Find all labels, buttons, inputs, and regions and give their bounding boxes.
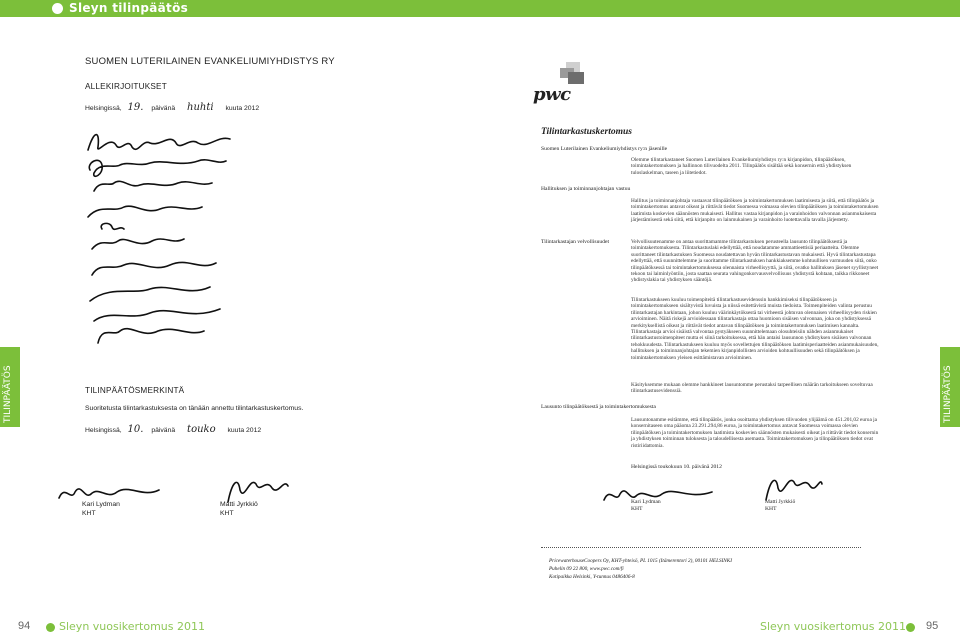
place-line-1: Helsingissä, 19. päivänä huhti kuuta 2012 [85, 102, 260, 113]
auditor-2-block: Matti Jyrkkiö KHT [220, 501, 258, 517]
section-text-duties-2: Tilintarkastukseen kuuluu toimenpiteitä tilintarkastusevidenssin hankkimiseksi tilinpäätökseen ja toimintakertomukseen sisältyvistä luvuista ja niissä esitettävistä muista tiedoista. Toimenpiteiden valinta perustuu tilintarkastajan harkintaan, johon kuuluu väärinkäytöksestä tai virheestä johtuvan olennaisen virheellisyyden riskien arvioiminen. Näitä riskejä arvioidessaan tilintarkastaja ottaa huomioon sisäisen valvonnan, joka on yhdistyksessä merkityksellistä oikeat ja riittävät tiedot antavan tilinpäätöksen ja toimintakertomuksen laatimisen kannalta. Tilintarkastaja arvioi sisäistä valvontaa pystyäkseen suunnittelemaan olosuhteisiin nähden asianmukaiset tilintarkastustoimenpiteet mutta ei siinä tarkoituksessa, että hän antaisi lausunnon yhdistyksen sisäisen valvonnan tehokkuudesta. Tilintarkastukseen kuuluu myös sovellettujen tilinpäätöksen laatimisperiaatteiden asianmukaisuuden, hallituksen ja toiminnanjohtajan tekemien kirjanpidollisten arvioiden kohtuullisuuden sekä tilinpäätöksen ja toimintakertomuksen yleisen esittämistavan arvioiminen. [631, 297, 879, 361]
header-bullet-icon [52, 3, 63, 14]
footer-bullet-icon [906, 623, 915, 632]
section-label-duties: Tilintarkastajan velvollisuudet [541, 239, 609, 245]
signatures-heading: ALLEKIRJOITUKSET [85, 82, 167, 91]
page-number-left: 94 [18, 620, 31, 632]
pwc-logo-mark-icon [556, 62, 586, 86]
section-text-opinion: Lausuntonamme esitämme, että tilinpäätös, jonka osoittama yhdistyksen tilivuoden ylijäämä on 451.201,02 euroa ja konsernitaseen oma pääoma 23.291.294,86 euroa, ja toimintakertomus antavat Suomessa voimassa olevien tilinpäätöksen ja toimintakertomuksen laatimista koskevien säännösten mukaisesti oikeat ja riittävät tiedot konsernin ja yhdistyksen toiminnan tuloksesta ja taloudellisesta asemasta. Toimintakertomuksen ja tilinpäätöksen tiedot ovat ristiriidattomia. [631, 417, 879, 449]
place-date: Helsingissä toukokuun 10. päivänä 2012 [631, 464, 722, 470]
side-tab-right: TILINPÄÄTÖS [940, 347, 960, 427]
pwc-address: PricewaterhouseCoopers Oy, KHT-yhteisö, PL 1015 (Itämerentori 2), 00101 HELSINKI Puhelin 09 22 800, www.pwc.com/fi Kotipaikka Helsinki, Y-tunnus 0486406-8 [549, 558, 732, 580]
header-title: Sleyn tilinpäätös [69, 1, 189, 15]
audit-note-heading: TILINPÄÄTÖSMERKINTÄ [85, 386, 185, 395]
section-text-duties-3: Käsityksemme mukaan olemme hankkineet lausuntomme perustaksi tarpeellisen määrän tarkoitukseen soveltuvaa tilintarkastusevidenssiä. [631, 382, 873, 395]
audit-note-text: Suoritetusta tilintarkastuksesta on tänään annettu tilintarkastuskertomus. [85, 405, 304, 412]
report-intro: Olemme tilintarkastaneet Suomen Luterilainen Evankeliumiyhdistys ry:n kirjanpidon, tilinpäätöksen, toimintakertomuksen ja hallinnon tilivuodelta 2011. Tilinpäätös sisältää sekä konsernin että yhdistyksen tuloslaskelman, taseen ja liitetiedot. [631, 157, 852, 176]
auditor-3-block: Kari Lydman KHT [631, 499, 661, 512]
section-text-responsibility: Hallitus ja toiminnanjohtaja vastaavat tilinpäätöksen ja toimintakertomuksen laatimisesta ja siitä, että tilinpäätös ja toimintakertomus antavat oikeat ja riittävät tiedot Suomessa voimassa olevien tilinpäätöksen ja toimintakertomuksen laatimista koskevien säännösten mukaisesti. Hallitus vastaa kirjanpidon ja varainhoidon valvonnan asianmukaisesta järjestämisestä sekä siitä, että kirjanpito on lainmukainen ja varainhoito luotettavalla tavalla järjestetty. [631, 198, 879, 224]
board-signatures [80, 125, 250, 355]
footer-rule [541, 547, 861, 548]
side-tab-left: TILINPÄÄTÖS [0, 347, 20, 427]
section-text-duties: Velvollisuutenamme on antaa suorittamamme tilintarkastuksen perusteella lausunto tilinpäätöksestä ja toimintakertomuksesta. Tilintarkastuslaki edellyttää, että noudatamme ammattieettisiä periaatteita. Olemme suorittaneet tilintarkastuksen Suomessa noudatettavan hyvän tilintarkastustavan mukaisesti. Hyvä tilintarkastustapa edellyttää, että suunnittelemme ja suoritamme tilintarkastuksen hankkiaksemme kohtuullisen varmuuden siitä, onko tilinpäätöksessä tai toimintakertomuksessa olennaista virheellisyyttä, ja siitä, ovatko hallituksen jäsenet syyllistyneet tekoon tai laiminlyöntiin, josta saattaa seurata vahingonkorvausvelvollisuus yhdistystä kohtaan, taikka rikkoneet yhdistyslakia tai yhdistyksen sääntöjä. [631, 239, 879, 284]
section-label-responsibility: Hallituksen ja toiminnanjohtajan vastuu [541, 186, 631, 192]
page-number-right: 95 [926, 620, 939, 632]
place-line-2: Helsingissä, 10. päivänä touko kuuta 2012 [85, 424, 262, 435]
auditor-1-block: Kari Lydman KHT [82, 501, 120, 517]
footer-brand-left: Sleyn vuosikertomus 2011 [59, 620, 206, 633]
report-addressee: Suomen Luterilainen Evankeliumiyhdistys ry:n jäsenille [541, 146, 668, 152]
footer-bullet-icon [46, 623, 55, 632]
report-title: Tilintarkastuskertomus [541, 127, 632, 137]
pwc-logo: pwc [533, 84, 571, 105]
section-label-opinion: Lausunto tilinpäätöksestä ja toimintakertomuksesta [541, 404, 656, 410]
auditor-4-block: Matti Jyrkkiö KHT [765, 499, 796, 512]
footer-brand-right: Sleyn vuosikertomus 2011 [760, 620, 907, 633]
organization-name: SUOMEN LUTERILAINEN EVANKELIUMIYHDISTYS RY [85, 56, 335, 67]
